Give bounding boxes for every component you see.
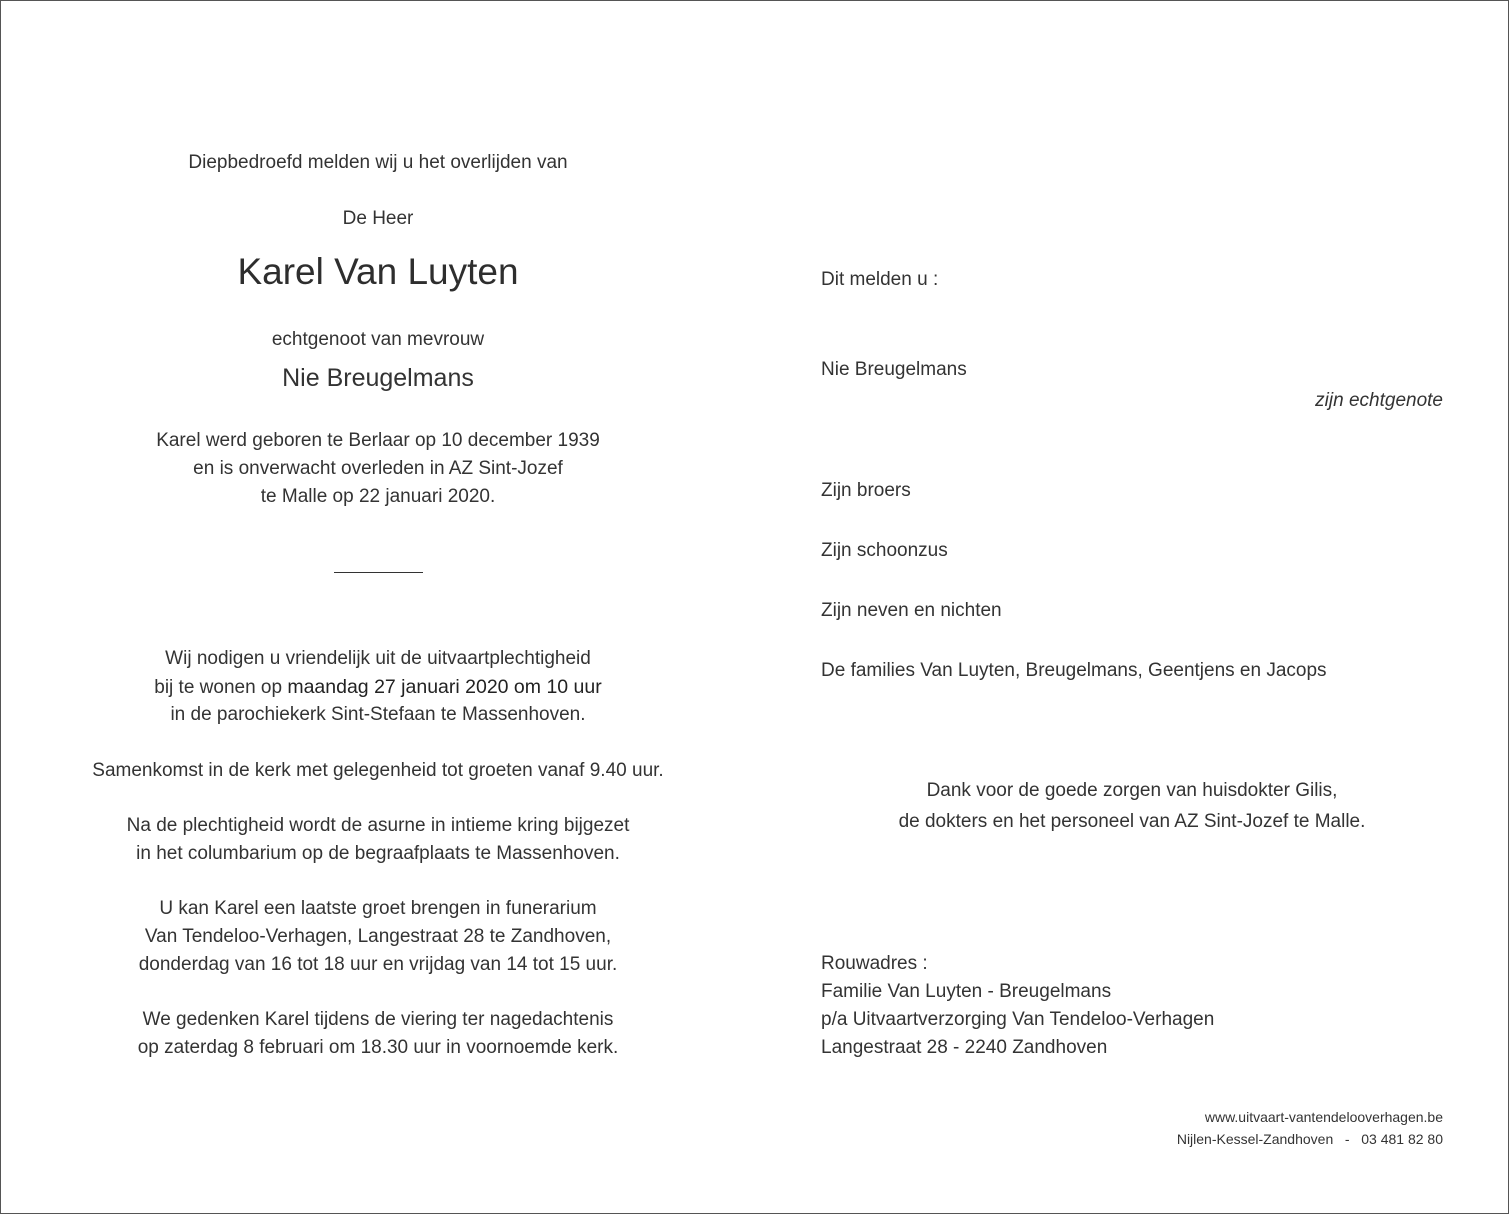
address-line: Familie Van Luyten - Breugelmans: [821, 981, 1112, 1002]
salutation: De Heer: [342, 208, 414, 229]
gathering-text: Samenkomst in de kerk met gelegenheid tot groeten vanaf 9.40 uur.: [92, 760, 664, 781]
spouse-name: Nie Breugelmans: [282, 364, 474, 392]
thanks-line: Dank voor de goede zorgen van huisdokter Gilis,: [926, 780, 1338, 801]
invite-prefix: bij te wonen op: [154, 677, 288, 698]
mourner-spouse: Nie Breugelmans: [821, 359, 967, 380]
mourner-sister-in-law: Zijn schoonzus: [821, 540, 948, 561]
birth-line: Karel werd geboren te Berlaar op 10 december 1939: [156, 430, 600, 451]
visit-line: Van Tendeloo-Verhagen, Langestraat 28 te Zandhoven,: [144, 926, 612, 947]
divider-line: [334, 572, 423, 573]
mourner-nephews: Zijn neven en nichten: [821, 600, 1002, 621]
thanks-line: de dokters en het personeel van AZ Sint-Jozef te Malle.: [898, 811, 1366, 832]
intro-text: Diepbedroefd melden wij u het overlijden van: [188, 152, 568, 173]
birth-line: te Malle op 22 januari 2020.: [260, 486, 496, 507]
urn-line: Na de plechtigheid wordt de asurne in intieme kring bijgezet: [126, 815, 630, 836]
invite-line: in de parochiekerk Sint-Stefaan te Massenhoven.: [170, 704, 586, 725]
visit-line: donderdag van 16 tot 18 uur en vrijdag van 14 tot 15 uur.: [138, 954, 618, 975]
announce-text: Dit melden u :: [821, 269, 939, 290]
address-label: Rouwadres :: [821, 953, 928, 974]
mourner-spouse-role: zijn echtgenote: [1315, 390, 1443, 411]
invite-line: [28, 673, 728, 702]
spouse-intro: echtgenoot van mevrouw: [271, 329, 485, 350]
funeral-home-contact: Nijlen-Kessel-Zandhoven - 03 481 82 80: [1176, 1131, 1443, 1147]
birth-line: en is onverwacht overleden in AZ Sint-Jozef: [193, 458, 563, 479]
urn-line: in het columbarium op de begraafplaats te Massenhoven.: [136, 843, 620, 864]
mourner-brothers: Zijn broers: [821, 480, 911, 501]
address-line: p/a Uitvaartverzorging Van Tendeloo-Verhagen: [821, 1009, 1215, 1030]
address-line: Langestraat 28 - 2240 Zandhoven: [821, 1037, 1108, 1058]
visit-line: U kan Karel een laatste groet brengen in funerarium: [159, 898, 597, 919]
funeral-date: maandag 27 januari 2020 om 10 uur: [287, 676, 602, 698]
funeral-home-website: www.uitvaart-vantendelooverhagen.be: [1204, 1109, 1443, 1125]
deceased-name: Karel Van Luyten: [237, 251, 519, 292]
mourner-families: De families Van Luyten, Breugelmans, Geentjens en Jacops: [821, 660, 1327, 681]
invite-line: Wij nodigen u vriendelijk uit de uitvaartplechtigheid: [165, 648, 591, 669]
memorial-line: op zaterdag 8 februari om 18.30 uur in voornoemde kerk.: [137, 1037, 619, 1058]
memorial-line: We gedenken Karel tijdens de viering ter nagedachtenis: [142, 1009, 614, 1030]
